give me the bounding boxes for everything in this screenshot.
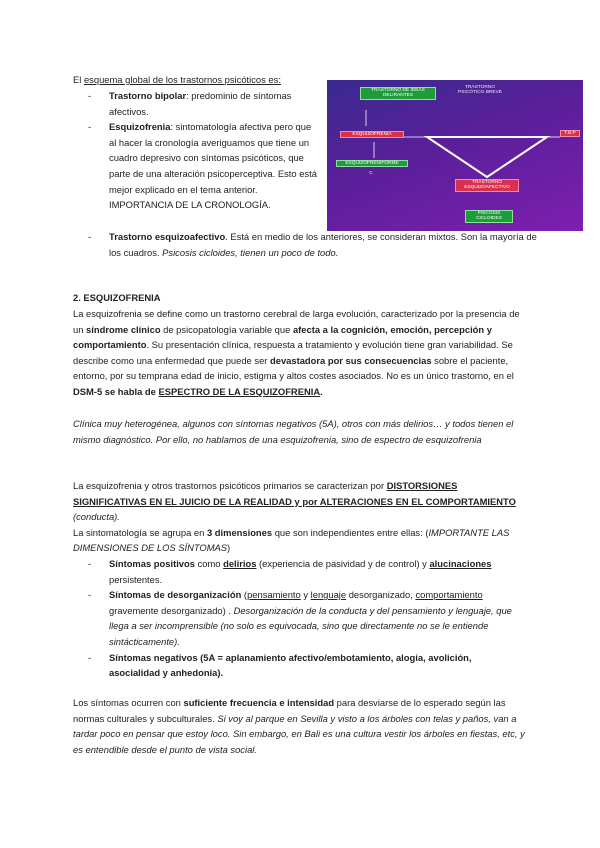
box-cycloid: PSICOSIS CICLOIDES — [465, 210, 513, 223]
box-schizophreniform: ESQUIZOFRENIFORME — [336, 160, 408, 167]
box-schizophrenia: ESQUIZOFRENIA — [340, 131, 404, 138]
diagram-triangle — [427, 137, 547, 177]
list-item-negative: - Síntomas negativos (5A = aplanamiento afectivo/embotamiento, alogia, avolición, asocialidad y anhedonia). — [73, 650, 518, 681]
paragraph-distortions: La esquizofrenia y otros trastornos psicóticos primarios se caracterizan por DISTORSIONES SIGNIFICATIVAS EN EL JUICIO DE LA REALIDAD y por ALTERACIONES EN EL COMPORTAMIENTO (conducta). La sintomatología se agrupa en 3 dimensiones que son independientes entre ellas: (IMPORTANTE LAS DIMENSIONES DE LOS SÍNTOMAS) — [73, 480, 516, 554]
list-item-positive: - Síntomas positivos como delirios (experiencia de pasividad y de control) y alucinaciones persistentes. — [73, 556, 518, 587]
list-item-bipolar: - Trastorno bipolar: predominio de síntomas afectivos. — [73, 88, 321, 119]
list-item-disorganization: - Síntomas de desorganización (pensamiento y lenguaje desorganizado, comportamiento gravemente desorganizado) . Desorganización de la conducta y del pensamiento y lenguaje, que llega a ser incomprensible (no solo es equivocada, sino que directamente no se le entiende sintácticamente). — [73, 587, 518, 649]
diagram-lines — [327, 80, 583, 231]
box-tbp: T.B.P — [560, 130, 580, 137]
symptom-list — [73, 556, 518, 681]
box-delusional: TRASTORNO DE IDEAS DELIRANTES — [360, 87, 436, 100]
list-item-schizoaffective: - Trastorno esquizoafectivo. Está en medio de los anteriores, se consideran mixtos. Son la mayoría de los cuadros. Psicosis cicloides, tienen un poco de todo. — [88, 231, 537, 258]
intro-lead: El esquema global de los trastornos psicóticos es: — [73, 74, 281, 85]
section-heading: 2. ESQUIZOFRENIA — [73, 292, 161, 303]
psychosis-diagram — [327, 80, 583, 231]
list-item-schizophrenia: - Esquizofrenia: sintomatología afectiva pero que al hacer la cronología averiguamos que tiene un cuadro depresivo con síntomas psicóticos, que parte de una alteración psicoperceptiva. Esto está mejor explicado en el tema anterior. IMPORTANCIA DE LA CRONOLOGÍA. — [73, 119, 321, 213]
box-schizoaffective: TRASTORNO ESQUIZOAFECTIVO — [455, 179, 519, 192]
paragraph-cultural: Los síntomas ocurren con suficiente frecuencia e intensidad para desviarse de lo esperado según las normas culturales y subculturales. Si voy al parque en Sevilla y visto a los árboles con telas y paños, van a tardar poco en pensar que estoy loco. Sin embargo, en Bali es una cultura vestir los árboles en fiestas, etc, y es entendible desde el punto de vista social. — [73, 697, 525, 755]
disorder-list — [73, 88, 321, 213]
box-psychotic-brief: TRASTORNO PSICÓTICO BREVE — [458, 85, 502, 96]
paragraph-heterogeneous: Clínica muy heterogénea, algunos con síntomas negativos (5A), otros con más delirios… y todos tienen el mismo diagnóstico. Por ello, no hablamos de una esquizofrenia, sino de espectro de esquizofrenia — [73, 418, 514, 445]
label-c: C — [369, 171, 373, 176]
intro-lead-underlined: esquema global de los trastornos psicóticos es: — [83, 74, 281, 85]
paragraph-definition: La esquizofrenia se define como un trastorno cerebral de larga evolución, caracterizado por la presencia de un síndrome clínico de psicopatología variable que afecta a la cognición, emoción, percepción y comportamiento. Su presentación clínica, respuesta a tratamiento y evolución tiene gran variabilidad. Se describe como una enfermedad que puede ser devastadora por sus consecuencias sobre el paciente, entorno, por su temprana edad de inicio, estigma y altos costes asociados. No es un único trastorno, en el DSM-5 se habla de ESPECTRO DE LA ESQUIZOFRENIA. — [73, 308, 520, 397]
